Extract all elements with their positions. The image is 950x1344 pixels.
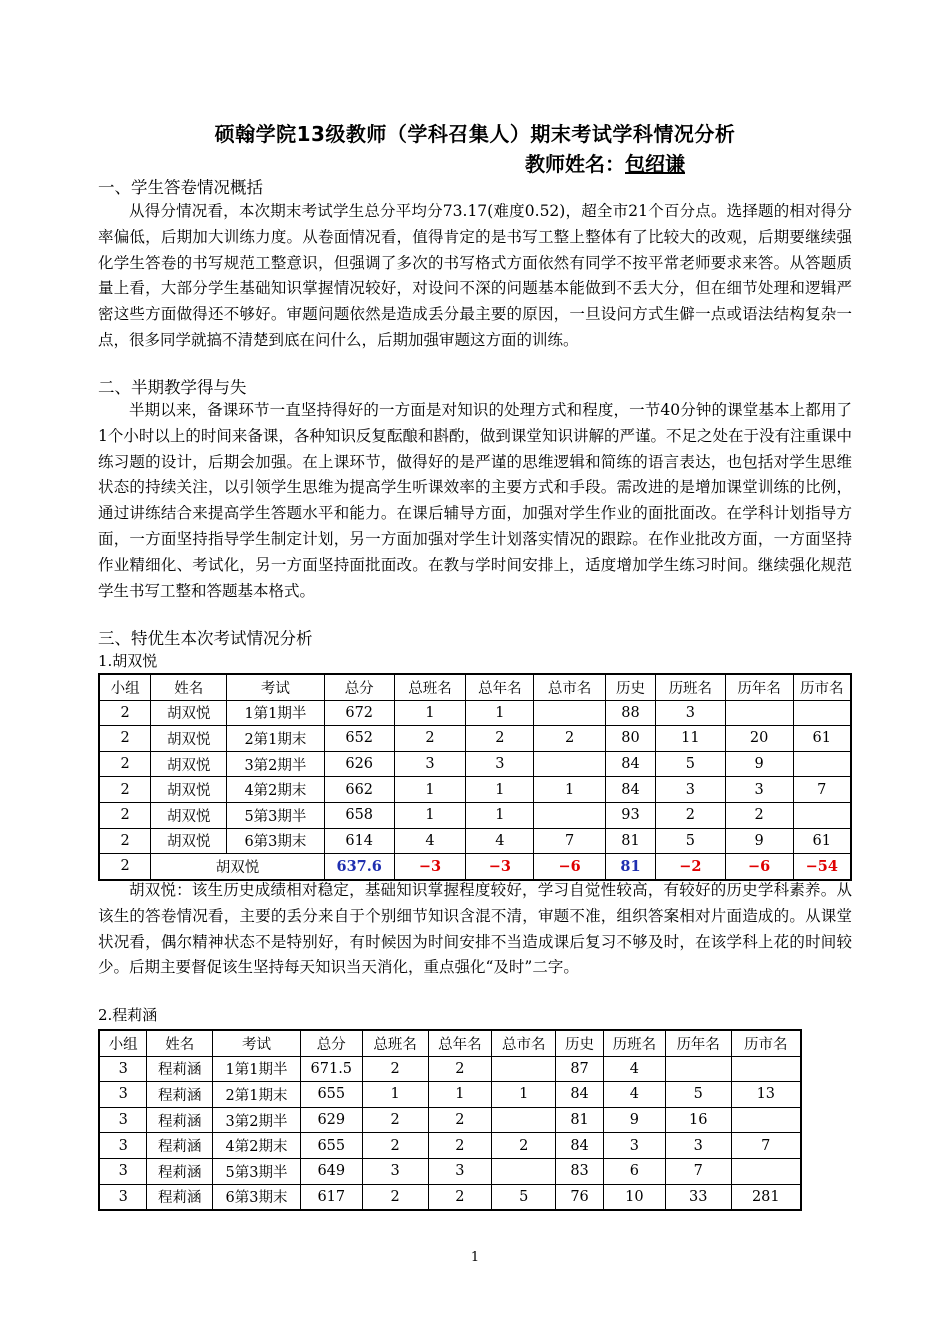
table-cell: 1 [394,802,466,828]
header-cell: 总市名 [492,1030,556,1056]
table-cell: 652 [324,726,394,752]
table-cell: 4 [603,1056,665,1082]
section-text-1: 从得分情况看，本次期末考试学生总分平均分73.17(难度0.52)，超全市21个百分点。选择题的相对得分率偏低，后期加大训练力度。从卷面情况看，值得肯定的是书写工整上整体有了比较大的改观，后期要继续强化学生答卷的书写规范工整意识，但强调了多次的书写格式方面依然有同学不按平常老师要求来答。从答题质量上看，大部分学生基础知识掌握情况较好，对设问不深的问题基本能做到不丢大分，但在细节处理和逻辑严密这些方面做得还不够好。审题问题依然是造成丢分最主要的原因，一旦设问方式生僻一点或语法结构复杂一点，很多同学就搞不清楚到底在问什么，后期加强审题这方面的训练。 [98,202,852,349]
table-cell: 281 [731,1184,801,1210]
teacher-line [525,148,685,177]
table-cell: 1 [466,700,534,726]
student2-table-body [99,1056,801,1210]
table-cell: 61 [793,726,851,752]
table-cell [731,1158,801,1184]
table-cell: 9 [603,1107,665,1133]
table-cell: 655 [300,1082,362,1108]
table-cell: 3 [428,1158,492,1184]
table-cell: 2第1期末 [213,1082,301,1108]
table-cell: 胡双悦 [151,726,227,752]
table-cell [793,802,851,828]
table-cell: 5 [655,828,725,854]
table-cell: 程莉涵 [147,1133,213,1159]
table-cell: 80 [606,726,656,752]
header-cell: 历史 [556,1030,604,1056]
header-cell: 考试 [227,674,325,700]
summary-name: 胡双悦 [151,854,324,880]
table-cell: 胡双悦 [151,802,227,828]
table-cell: 7 [665,1158,731,1184]
header-cell: 小组 [99,674,151,700]
table-cell: 61 [793,828,851,854]
teacher-label: 教师姓名： [525,152,625,176]
table-cell: 2 [394,726,466,752]
table-cell: 2 [428,1133,492,1159]
table-cell: 2 [99,726,151,752]
table-cell: 胡双悦 [151,777,227,803]
table-cell: 1第1期半 [227,700,325,726]
header-cell: 历市名 [731,1030,801,1056]
table-cell: 4 [603,1082,665,1108]
page-title: 硕翰学院13级教师（学科召集人）期末考试学科情况分析 [214,122,736,146]
table-cell: 1 [428,1082,492,1108]
table-cell: 5 [492,1184,556,1210]
table-cell: 2 [99,777,151,803]
table-cell: 2 [99,802,151,828]
table-cell: 1 [394,700,466,726]
table-cell: 3 [655,700,725,726]
table-cell [793,751,851,777]
table-cell: 胡双悦 [151,751,227,777]
table-cell: 84 [606,777,656,803]
table-cell: 617 [300,1184,362,1210]
table-cell: 662 [324,777,394,803]
header-cell: 总市名 [534,674,606,700]
table-cell: 1 [492,1082,556,1108]
header-cell: 姓名 [151,674,227,700]
header-cell: 姓名 [147,1030,213,1056]
table-cell: 7 [731,1133,801,1159]
table-cell: 10 [603,1184,665,1210]
table-cell: 626 [324,751,394,777]
student1-comment: 胡双悦：该生历史成绩相对稳定，基础知识掌握程度较好，学习自觉性较高，有较好的历史学科素养。从该生的答卷情况看，主要的丢分来自于个别细节知识含混不清，审题不准，组织答案相对片面造成的。从课堂状况看，偶尔精神状态不是特别好，有时候因为时间安排不当造成课后复习不够及时，在该学科上花的时间较少。后期主要督促该生坚持每天知识当天消化，重点强化“及时”二字。 [98,881,852,977]
table-cell [492,1107,556,1133]
table-cell: 5 [655,751,725,777]
student2-table [98,1029,802,1211]
table-cell: 4第2期末 [213,1133,301,1159]
table-row [99,1133,801,1159]
table-cell: 3 [99,1184,147,1210]
table-cell: 655 [300,1133,362,1159]
header-cell: 总分 [300,1030,362,1056]
table-cell: 3 [466,751,534,777]
table-row [99,700,851,726]
table-cell: 3 [362,1158,428,1184]
table-cell: 3第2期半 [227,751,325,777]
teacher-name: 包绍谦 [625,152,685,176]
table-cell: 83 [556,1158,604,1184]
table-cell: 程莉涵 [147,1158,213,1184]
table-cell: 2 [362,1056,428,1082]
table-cell: 2 [362,1133,428,1159]
table-cell: 程莉涵 [147,1107,213,1133]
student1-table [98,673,852,881]
table-row [99,1158,801,1184]
header-cell: 总班名 [394,674,466,700]
table-cell: 1第1期半 [213,1056,301,1082]
table-cell: 84 [556,1133,604,1159]
summary-history-grade: −6 [725,854,793,880]
table-cell: 1 [394,777,466,803]
section-heading-2: 二、半期教学得与失 [98,378,247,397]
section-heading-3: 三、特优生本次考试情况分析 [98,629,313,648]
table-cell: 672 [324,700,394,726]
table-cell: 7 [793,777,851,803]
table-cell: 程莉涵 [147,1184,213,1210]
table-cell: 胡双悦 [151,828,227,854]
table-cell: 614 [324,828,394,854]
student1-label: 1.胡双悦 [98,652,158,670]
table-cell [665,1056,731,1082]
page-number: 1 [470,1250,480,1265]
table-cell: 5第3期半 [213,1158,301,1184]
summary-history-class: −2 [655,854,725,880]
table-cell: 658 [324,802,394,828]
table-cell: 16 [665,1107,731,1133]
table-cell [534,751,606,777]
header-cell: 总年名 [466,674,534,700]
summary-class-rank: −3 [394,854,466,880]
table-cell: 3 [665,1133,731,1159]
table-cell: 20 [725,726,793,752]
table-cell [731,1056,801,1082]
table-cell: 6 [603,1158,665,1184]
table-cell: 1 [534,777,606,803]
table-row [99,828,851,854]
table-cell: 2 [362,1184,428,1210]
table-row [99,1107,801,1133]
table-cell: 3 [99,1107,147,1133]
table-cell: 76 [556,1184,604,1210]
table-cell: 84 [606,751,656,777]
header-cell: 总分 [324,674,394,700]
summary-total: 637.6 [324,854,394,880]
table-cell: 3 [394,751,466,777]
table-cell: 2 [534,726,606,752]
table-cell [492,1158,556,1184]
table-cell: 88 [606,700,656,726]
table-cell: 2 [725,802,793,828]
table-cell: 84 [556,1082,604,1108]
table-cell: 1 [466,802,534,828]
table-cell: 3 [603,1133,665,1159]
table-cell: 程莉涵 [147,1056,213,1082]
section-heading-1: 一、学生答卷情况概括 [98,178,263,197]
table-cell: 1 [362,1082,428,1108]
table-row [99,802,851,828]
table-cell [534,802,606,828]
table-cell: 629 [300,1107,362,1133]
table-cell: 程莉涵 [147,1082,213,1108]
summary-row [99,854,851,880]
table-cell: 3 [99,1158,147,1184]
table-cell [534,700,606,726]
summary-group: 2 [99,854,151,880]
header-cell: 历班名 [603,1030,665,1056]
student2-label: 2.程莉涵 [98,1006,158,1024]
table-cell: 4 [466,828,534,854]
table-header-row [99,674,851,700]
header-cell: 总班名 [362,1030,428,1056]
table-cell: 3 [99,1082,147,1108]
table-cell: 2 [428,1107,492,1133]
table-row [99,1082,801,1108]
table-cell: 2第1期末 [227,726,325,752]
table-cell: 2 [466,726,534,752]
table-cell: 2 [99,700,151,726]
table-header-row [99,1030,801,1056]
table-cell: 5 [665,1082,731,1108]
header-cell: 小组 [99,1030,147,1056]
table-cell: 2 [99,828,151,854]
header-cell: 历史 [606,674,656,700]
table-cell: 2 [492,1133,556,1159]
header-cell: 历市名 [793,674,851,700]
table-row [99,1184,801,1210]
table-cell: 81 [556,1107,604,1133]
table-cell: 2 [362,1107,428,1133]
table-cell: 5第3期半 [227,802,325,828]
table-row [99,1056,801,1082]
table-cell: 3 [725,777,793,803]
table-cell: 649 [300,1158,362,1184]
header-cell: 历年名 [665,1030,731,1056]
table-cell: 2 [428,1056,492,1082]
table-cell: 13 [731,1082,801,1108]
table-cell: 1 [466,777,534,803]
table-cell: 11 [655,726,725,752]
summary-history-city: −54 [793,854,851,880]
table-cell: 3第2期半 [213,1107,301,1133]
table-cell: 9 [725,751,793,777]
table-cell [492,1056,556,1082]
table-cell: 93 [606,802,656,828]
summary-city-rank: −6 [534,854,606,880]
table-cell: 3 [655,777,725,803]
table-row [99,726,851,752]
table-cell: 33 [665,1184,731,1210]
table-cell: 2 [428,1184,492,1210]
header-cell: 考试 [213,1030,301,1056]
table-cell: 胡双悦 [151,700,227,726]
table-row [99,751,851,777]
table-cell: 3 [99,1056,147,1082]
table-cell: 9 [725,828,793,854]
table-cell: 2 [655,802,725,828]
header-cell: 历年名 [725,674,793,700]
section-text-2: 半期以来，备课环节一直坚持得好的一方面是对知识的处理方式和程度，一节40分钟的课堂基本上都用了1个小时以上的时间来备课，各种知识反复酝酿和斟酌，做到课堂知识讲解的严谨。不足之处在于没有注重课中练习题的设计，后期会加强。在上课环节，做得好的是严谨的思维逻辑和简练的语言表达，也包括对学生思维状态的持续关注，以引领学生思维为提高学生听课效率的主要方式和手段。需改进的是增加课堂训练的比例，通过讲练结合来提高学生答题水平和能力。在课后辅导方面，加强对学生作业的面批面改。在学科计划指导方面，一方面坚持指导学生制定计划，另一方面加强对学生计划落实情况的跟踪。在作业批改方面，一方面坚持作业精细化、考试化，另一方面坚持面批面改。在教与学时间安排上，适度增加学生练习时间。继续强化规范学生书写工整和答题基本格式。 [98,401,852,600]
table-cell: 7 [534,828,606,854]
header-cell: 总年名 [428,1030,492,1056]
table-cell: 81 [606,828,656,854]
table-cell: 87 [556,1056,604,1082]
table-cell [725,700,793,726]
table-cell: 671.5 [300,1056,362,1082]
table-cell: 6第3期末 [227,828,325,854]
summary-grade-rank: −3 [466,854,534,880]
table-cell: 4第2期末 [227,777,325,803]
table-cell: 4 [394,828,466,854]
table-cell: 3 [99,1133,147,1159]
student1-table-body [99,700,851,854]
table-cell [731,1107,801,1133]
header-cell: 历班名 [655,674,725,700]
table-cell [793,700,851,726]
table-cell: 2 [99,751,151,777]
table-row [99,777,851,803]
summary-history: 81 [606,854,656,880]
table-cell: 6第3期末 [213,1184,301,1210]
